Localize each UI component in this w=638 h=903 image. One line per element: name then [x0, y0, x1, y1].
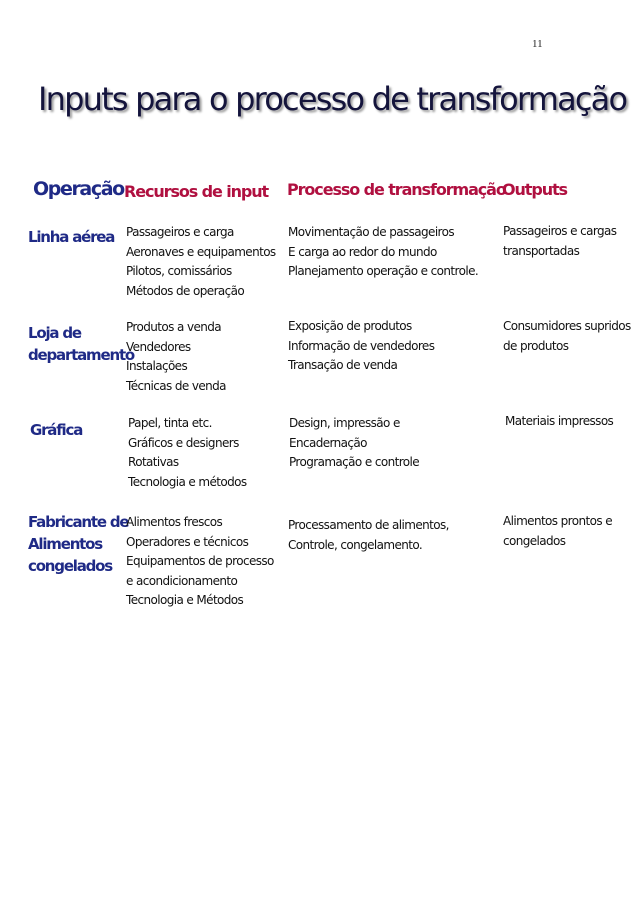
header-processo-de-transformacao: Processo de transformação [287, 180, 506, 199]
recurso-item: Instalações [126, 359, 188, 373]
output-item: Alimentos prontos e [503, 514, 612, 528]
outputs-cell [503, 317, 631, 356]
recurso-item: Equipamentos de processo [126, 554, 274, 568]
recursos-cell [126, 223, 276, 301]
output-item: Consumidores supridos [503, 319, 631, 333]
output-item: transportadas [503, 243, 580, 258]
outputs-cell [505, 412, 613, 432]
processo-item: Informação de vendedores [288, 338, 435, 353]
recurso-item: Métodos de operação [126, 283, 245, 298]
recursos-cell [126, 318, 226, 396]
outputs-cell [503, 512, 612, 551]
recurso-item: e acondicionamento [126, 573, 238, 588]
recurso-item: Papel, tinta etc. [128, 416, 212, 430]
recurso-item: Pilotos, comissários [126, 264, 232, 278]
output-item: de produtos [503, 338, 569, 353]
header-outputs: Outputs [502, 180, 567, 199]
operation-name: Linha aérea [28, 228, 115, 246]
output-item: Passageiros e cargas [503, 224, 617, 238]
recurso-item: Produtos a venda [126, 320, 222, 334]
header-recursos-de-input: Recursos de input [124, 182, 269, 201]
recurso-item: Passageiros e carga [126, 225, 234, 239]
output-item: Materiais impressos [505, 414, 614, 428]
processo-cell [288, 516, 449, 555]
processo-item: Controle, congelamento. [288, 537, 423, 552]
processo-item: Design, impressão e [289, 416, 400, 430]
processo-cell [288, 317, 434, 376]
recursos-cell [128, 414, 247, 492]
recurso-item: Vendedores [126, 339, 191, 354]
recurso-item: Alimentos frescos [126, 515, 223, 529]
processo-cell [289, 414, 419, 473]
operation-name: Fabricante de Alimentos congelados [28, 513, 129, 575]
recurso-item: Aeronaves e equipamentos [126, 244, 276, 259]
outputs-cell [503, 222, 616, 261]
page-title: Inputs para o processo de transformação [38, 80, 627, 118]
recurso-item: Operadores e técnicos [126, 534, 249, 549]
recurso-item: Tecnologia e Métodos [126, 593, 244, 607]
recurso-item: Técnicas de venda [126, 378, 226, 393]
processo-item: Programação e controle [289, 455, 420, 469]
header-operacao: Operação [33, 178, 124, 200]
processo-item: Movimentação de passageiros [288, 225, 455, 239]
processo-cell [288, 223, 478, 282]
operation-name: Loja de departamento [28, 324, 135, 364]
recurso-item: Tecnologia e métodos [128, 474, 247, 489]
operation-name: Gráfica [30, 421, 83, 439]
recurso-item: Gráficos e designers [128, 435, 239, 450]
page-number: 11 [532, 38, 543, 50]
output-item: congelados [503, 533, 566, 548]
processo-item: Exposição de produtos [288, 319, 412, 333]
recursos-cell [126, 513, 274, 611]
processo-item: Planejamento operação e controle. [288, 264, 479, 278]
processo-item: E carga ao redor do mundo [288, 244, 437, 259]
processo-item: Processamento de alimentos, [288, 518, 449, 532]
processo-item: Transação de venda [288, 358, 398, 372]
recurso-item: Rotativas [128, 455, 179, 469]
processo-item: Encadernação [289, 435, 367, 450]
